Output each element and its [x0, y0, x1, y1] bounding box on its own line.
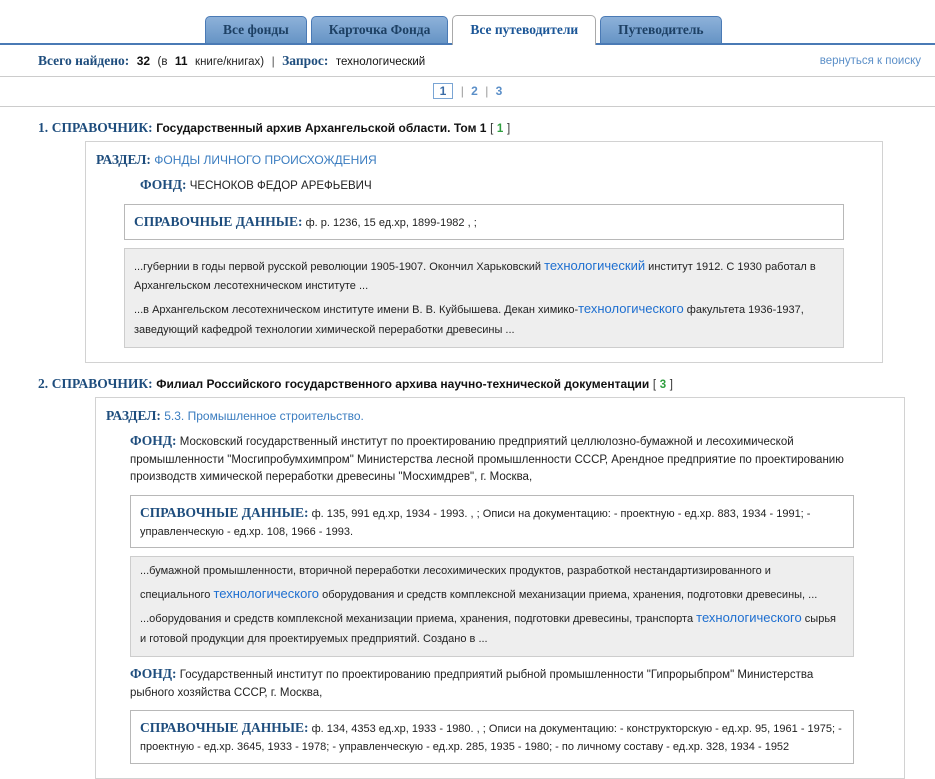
- entry-2-container: [95, 397, 905, 779]
- entry-number: 1.: [38, 120, 49, 135]
- fund-line: [140, 175, 832, 196]
- snippet-line: [134, 297, 834, 341]
- bracket-open: [: [652, 378, 657, 391]
- entry-number: 2.: [38, 375, 49, 391]
- fund-name: ЧЕСНОКОВ ФЕДОР АРЕФЬЕВИЧ: [189, 180, 372, 192]
- highlighted-term: технологического: [696, 610, 802, 626]
- snippet-text: факультета 1936-1937, заведующий кафедрой технологии химической переработки древесины ...: [134, 304, 804, 336]
- fund-label: ФОНД:: [140, 177, 187, 192]
- section-line: [96, 152, 882, 168]
- tab-guide[interactable]: Путеводитель: [600, 16, 721, 43]
- entry-title: Государственный архив Архангельской области. Том 1: [156, 121, 487, 135]
- page-link-2[interactable]: 2: [471, 84, 478, 98]
- section-link[interactable]: ФОНДЫ ЛИЧНОГО ПРОИСХОЖДЕНИЯ: [154, 153, 377, 167]
- back-to-search-link[interactable]: вернуться к поиску: [819, 55, 921, 67]
- query-value: технологический: [335, 56, 426, 68]
- highlighted-term: технологический: [544, 257, 646, 273]
- entry-1-heading: [38, 120, 935, 136]
- reference-value: ф. 135, 991 ед.хр, 1934 - 1993. , ; Описи на документацию: - проектную - ед.хр. 883, 1934 - 1991; - управленческую - ед.хр. 108, 1966 - 1993.: [140, 508, 811, 538]
- entry-title: Филиал Российского государственного архива научно-технической документации: [156, 376, 650, 391]
- reference-label: СПРАВОЧНЫЕ ДАННЫЕ:: [134, 213, 303, 229]
- query-label: Запрос:: [282, 53, 329, 68]
- section-label: РАЗДЕЛ:: [106, 407, 161, 423]
- fund-label: ФОНД:: [130, 665, 177, 681]
- pagination: [0, 77, 935, 107]
- tab-all-funds[interactable]: Все фонды: [205, 16, 307, 43]
- reference-label: СПРАВОЧНЫЕ ДАННЫЕ:: [140, 720, 309, 736]
- highlighted-term: технологического: [213, 586, 320, 602]
- section-line: [106, 408, 904, 424]
- page-current[interactable]: 1: [433, 83, 454, 99]
- results-summary: [38, 52, 428, 70]
- tab-bar: [0, 0, 935, 45]
- snippet-text: ...оборудования и средств комплексной механизации приема, хранения, подготовки древесины, транспорта: [140, 613, 697, 626]
- reference-value: ф. р. 1236, 15 ед.хр, 1899-1982 , ;: [305, 216, 477, 229]
- entry-2-heading: [38, 376, 935, 392]
- bracket-close: ]: [669, 378, 673, 391]
- snippet-text: сырья и готовой продукции для проектируемых предприятий. Создано в ...: [140, 613, 837, 645]
- fund-name: Московский государственный институт по проектированию предприятий целлюлозно-бумажной и лесохимической промышленности "Мосгипробумхимпром" Министерства лесной промышленности СССР, Арендное предприятие по проектированию производств химической переработки древесины "Мосхимдрев", г. Москва,: [130, 435, 844, 484]
- reference-data-box: [124, 204, 844, 240]
- tab-fund-card[interactable]: Карточка Фонда: [311, 16, 449, 43]
- found-count: 32: [136, 54, 151, 68]
- directory-label: СПРАВОЧНИК:: [51, 120, 153, 135]
- found-label: Всего найдено:: [38, 53, 130, 68]
- reference-data-box: [130, 495, 854, 548]
- reference-value: ф. 134, 4353 ед.хр, 1933 - 1980. , ; Описи на документацию: - конструкторскую - ед.хр. 95, 1961 - 1975; - проектную - ед.хр. 3645, 1933 - 1978; - управленческую - ед.хр. 285, 1935 - 1980; - по личному составу - ед.хр. 328, 1934 - 1952: [140, 723, 842, 753]
- page-separator: |: [460, 84, 464, 98]
- fund-label: ФОНД:: [130, 432, 177, 448]
- bracket-close: ]: [506, 123, 511, 135]
- reference-label: СПРАВОЧНЫЕ ДАННЫЕ:: [140, 505, 309, 521]
- bracket-open: [: [490, 123, 494, 135]
- entry-hit-count-link[interactable]: 3: [659, 378, 667, 391]
- tab-all-guides[interactable]: Все путеводители: [452, 15, 596, 45]
- snippet-line: [134, 254, 834, 298]
- section-link[interactable]: 5.3. Промышленное строительство.: [164, 408, 364, 423]
- separator-pipe: |: [271, 54, 275, 68]
- found-in-text: (в: [157, 56, 168, 68]
- highlighted-term: технологического: [578, 301, 684, 317]
- page-separator: |: [485, 84, 489, 98]
- snippet-text: институт 1912. С 1930 работал в Архангельском лесотехническом институте ...: [134, 260, 816, 293]
- directory-label: СПРАВОЧНИК:: [51, 375, 153, 391]
- results-header: [0, 45, 935, 77]
- fund-line: [130, 431, 844, 488]
- snippet-line: [140, 562, 844, 606]
- books-tail-text: книге/книгах): [195, 56, 265, 68]
- fund-line: [130, 664, 844, 703]
- entry-1-container: [85, 141, 883, 363]
- snippet-box: [124, 248, 844, 348]
- reference-data-box: [130, 710, 854, 763]
- snippet-box: [130, 556, 854, 656]
- snippet-line: [140, 606, 844, 650]
- snippet-text: ...губернии в годы первой русской революции 1905-1907. Окончил Харьковский: [134, 260, 545, 273]
- page-link-3[interactable]: 3: [495, 84, 503, 98]
- snippet-text: оборудования и средств комплексной механизации приема, хранения, подготовки древесины, ...: [319, 589, 818, 602]
- section-label: РАЗДЕЛ:: [96, 152, 151, 167]
- fund-name: Государственный институт по проектированию предприятий рыбной промышленности "Гипрорыбпром" Министерства рыбного хозяйства СССР, г. Москва,: [130, 668, 814, 699]
- entry-hit-count-link[interactable]: 1: [496, 123, 504, 135]
- snippet-text: ...бумажной промышленности, вторичной переработки лесохимических продуктов, разработкой нестандартизированного и специального: [140, 565, 771, 602]
- snippet-text: ...в Архангельском лесотехническом институте имени В. В. Куйбышева. Декан химико-: [134, 304, 579, 317]
- books-count: 11: [174, 54, 188, 68]
